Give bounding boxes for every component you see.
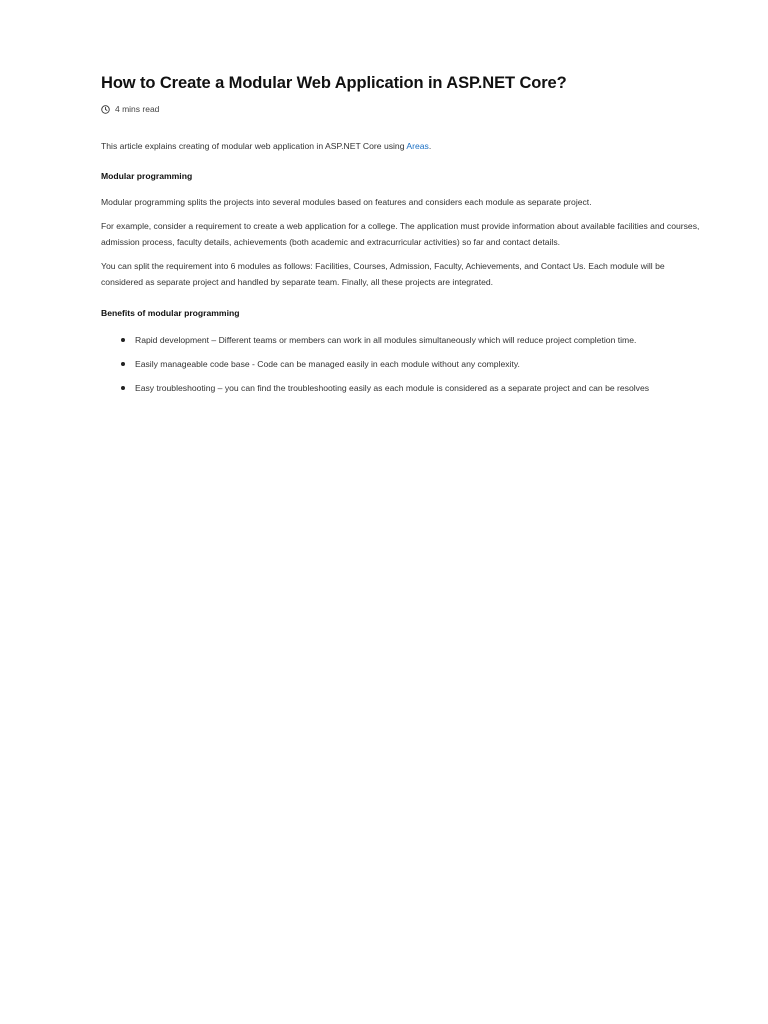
paragraph-college-example: For example, consider a requirement to create a web application for a college. The application must provide information about available facilities and courses, admission process, faculty details, achievements (both academic and extracurricular activities) so far and contact details. [101, 220, 700, 247]
list-item-text: Easily manageable code base - Code can be managed easily in each module without any complexity. [135, 358, 520, 369]
list-item [121, 381, 701, 395]
intro-paragraph [101, 138, 701, 154]
bullet-icon [121, 362, 125, 366]
intro-suffix: . [428, 141, 432, 151]
read-time-text: 4 mins read [115, 104, 160, 114]
clock-icon [101, 105, 110, 114]
article [101, 72, 701, 405]
areas-link[interactable]: Areas [406, 141, 429, 151]
paragraph-modular-definition: Modular programming splits the projects into several modules based on features and considers each module as separate project. [101, 197, 592, 207]
section-heading-modular-programming: Modular programming [101, 171, 193, 181]
intro-text: This article explains creating of modular web application in ASP.NET Core using [101, 141, 407, 151]
list-item-text: Easy troubleshooting – you can find the troubleshooting easily as each module is considered as a separate project and can be resolves [135, 382, 650, 393]
section-heading-benefits: Benefits of modular programming [101, 307, 240, 318]
bullet-icon [121, 338, 125, 342]
article-title: How to Create a Modular Web Application in ASP.NET Core? [101, 74, 567, 92]
list-item-text: Rapid development – Different teams or members can work in all modules simultaneously which will reduce project completion time. [135, 334, 637, 345]
list-item [121, 357, 701, 371]
paragraph-split-modules: You can split the requirement into 6 modules as follows: Facilities, Courses, Admission, Faculty, Achievements, and Contact Us. Each module will be considered as separate project and handled by separate team. Finally, all these projects are integrated. [101, 260, 665, 287]
read-time-meta [101, 103, 701, 115]
benefits-list [101, 333, 701, 395]
list-item [121, 333, 701, 347]
bullet-icon [121, 386, 125, 390]
